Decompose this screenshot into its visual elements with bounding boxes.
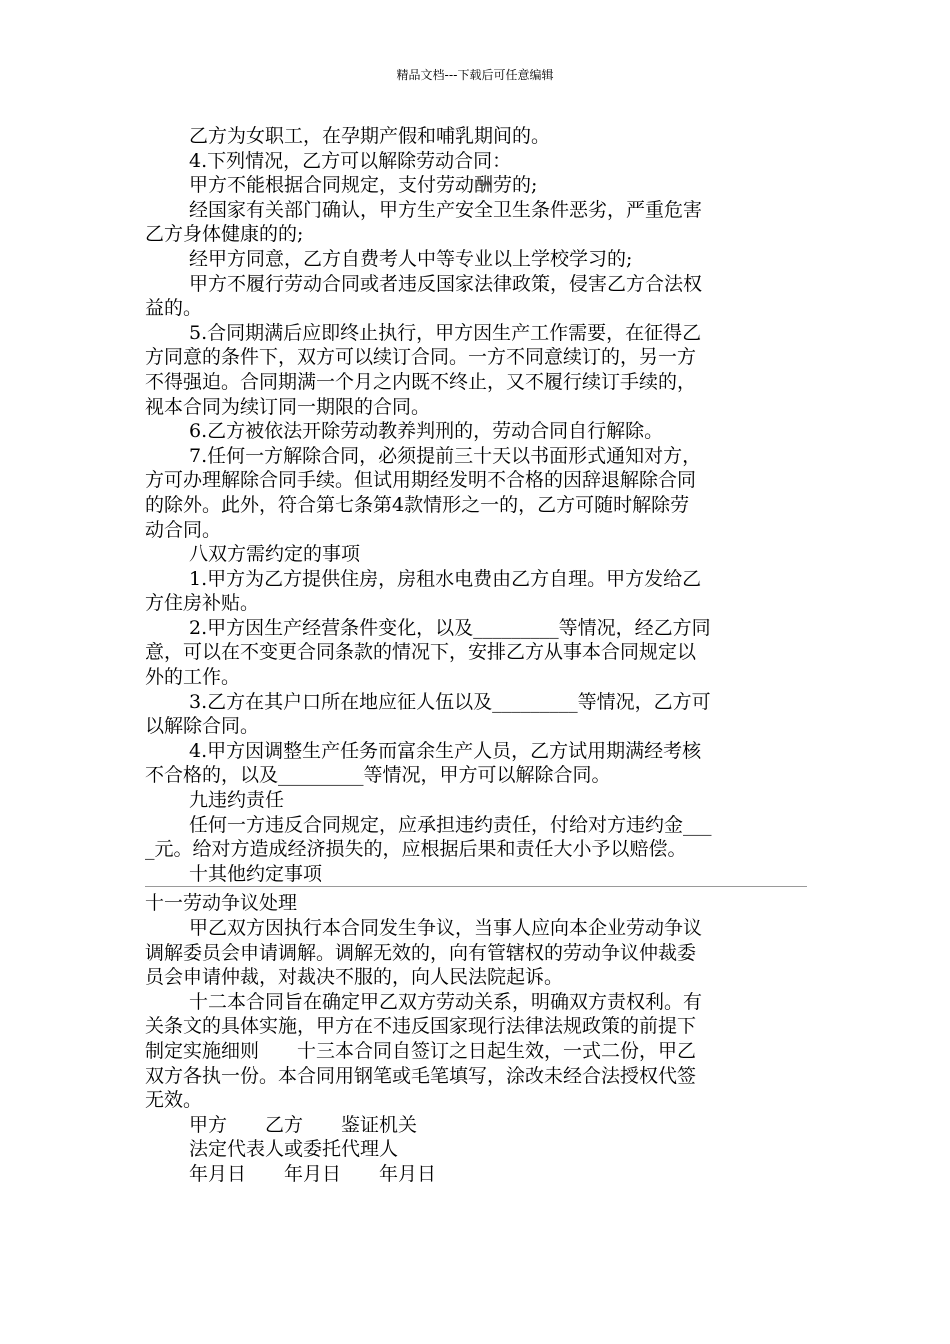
text-line: 5.合同期满后应即终止执行，甲方因生产工作需要，在征得乙 (189, 321, 702, 344)
text-line: 经国家有关部门确认，甲方生产安全卫生条件恶劣，严重危害 (189, 198, 703, 221)
text-line: _元。给对方造成经济损失的，应根据后果和责任大小予以赔偿。 (145, 838, 687, 861)
section-heading: 十一劳动争议处理 (145, 892, 298, 915)
section-heading: 九违约责任 (189, 789, 285, 812)
text-line: 的除外。此外，符合第七条第4款情形之一的，乙方可随时解除劳 (145, 493, 690, 516)
text-line: 方住房补贴。 (145, 592, 260, 615)
text-line: 6.乙方被依法开除劳动教养判刑的，劳动合同自行解除。 (189, 420, 664, 443)
text-line: 益的。 (145, 297, 203, 320)
text-line: 2.甲方因生产经营条件变化，以及_________等情况，经乙方同 (189, 616, 711, 639)
text-line: 任何一方违反合同规定，应承担违约责任，付给对方违约金___ (189, 813, 712, 836)
document-body (145, 124, 807, 1187)
text-line: 1.甲方为乙方提供住房，房租水电费由乙方自理。甲方发给乙 (189, 567, 702, 590)
text-line: 乙方身体健康的的; (145, 223, 304, 246)
blank-fill-line (145, 886, 807, 887)
text-line: 双方各执一份。本合同用钢笔或毛笔填写，涂改未经合法授权代签 (145, 1064, 697, 1087)
text-line: 不得强迫。合同期满一个月之内既不终止，又不履行续订手续的， (145, 370, 697, 393)
text-line: 4.下列情况，乙方可以解除劳动合同： (189, 149, 512, 172)
text-line: 方可办理解除合同手续。但试用期经发明不合格的因辞退解除合同 (145, 469, 697, 492)
text-line: 不合格的，以及_________等情况，甲方可以解除合同。 (145, 764, 611, 787)
signature-representative: 法定代表人或委托代理人 (189, 1138, 399, 1161)
text-line: 甲方不履行劳动合同或者违反国家法律政策，侵害乙方合法权 (189, 272, 703, 295)
text-line: 员会申请仲裁，对裁决不服的，向人民法院起诉。 (145, 966, 564, 989)
text-line: 甲方不能根据合同规定，支付劳动酬劳的; (189, 174, 538, 197)
signature-dates: 年月日 年月日 年月日 (189, 1162, 437, 1185)
text-line: 以解除合同。 (145, 715, 260, 738)
text-line: 甲乙双方因执行本合同发生争议，当事人应向本企业劳动争议 (189, 917, 703, 939)
text-line: 视本合同为续订同一期限的合同。 (145, 395, 431, 418)
section-heading: 八双方需约定的事项 (189, 543, 361, 566)
text-line: 经甲方同意，乙方自费考人中等专业以上学校学习的; (189, 247, 633, 270)
text-line: 3.乙方在其户口所在地应征人伍以及_________等情况，乙方可 (189, 690, 711, 713)
text-line: 意，可以在不变更合同条款的情况下，安排乙方从事本合同规定以 (145, 641, 697, 664)
text-line: 关条文的具体实施，甲方在不违反国家现行法律法规政策的前提下 (145, 1015, 697, 1038)
text-line: 方同意的条件下，双方可以续订合同。一方不同意续订的，另一方 (145, 346, 697, 369)
signature-parties: 甲方 乙方 鉴证机关 (189, 1113, 418, 1136)
text-line: 动合同。 (145, 518, 222, 541)
text-line: 7.任何一方解除合同，必须提前三十天以书面形式通知对方， (189, 444, 702, 467)
text-line: 无效。 (145, 1089, 203, 1112)
page-header: 精品文档---下载后可任意编辑 (396, 68, 554, 82)
text-line: 外的工作。 (145, 666, 241, 689)
text-line: 4.甲方因调整生产任务而富余生产人员，乙方试用期满经考核 (189, 739, 702, 762)
section-heading: 十其他约定事项 (189, 862, 323, 885)
text-line: 乙方为女职工，在孕期产假和哺乳期间的。 (189, 125, 551, 147)
text-line: 制定实施细则 十三本合同自签订之日起生效，一式二份，甲乙 (145, 1039, 697, 1062)
text-line: 十二本合同旨在确定甲乙双方劳动关系，明确双方责权利。有 (189, 990, 703, 1013)
text-line: 调解委员会申请调解。调解无效的，向有管辖权的劳动争议仲裁委 (145, 941, 697, 964)
